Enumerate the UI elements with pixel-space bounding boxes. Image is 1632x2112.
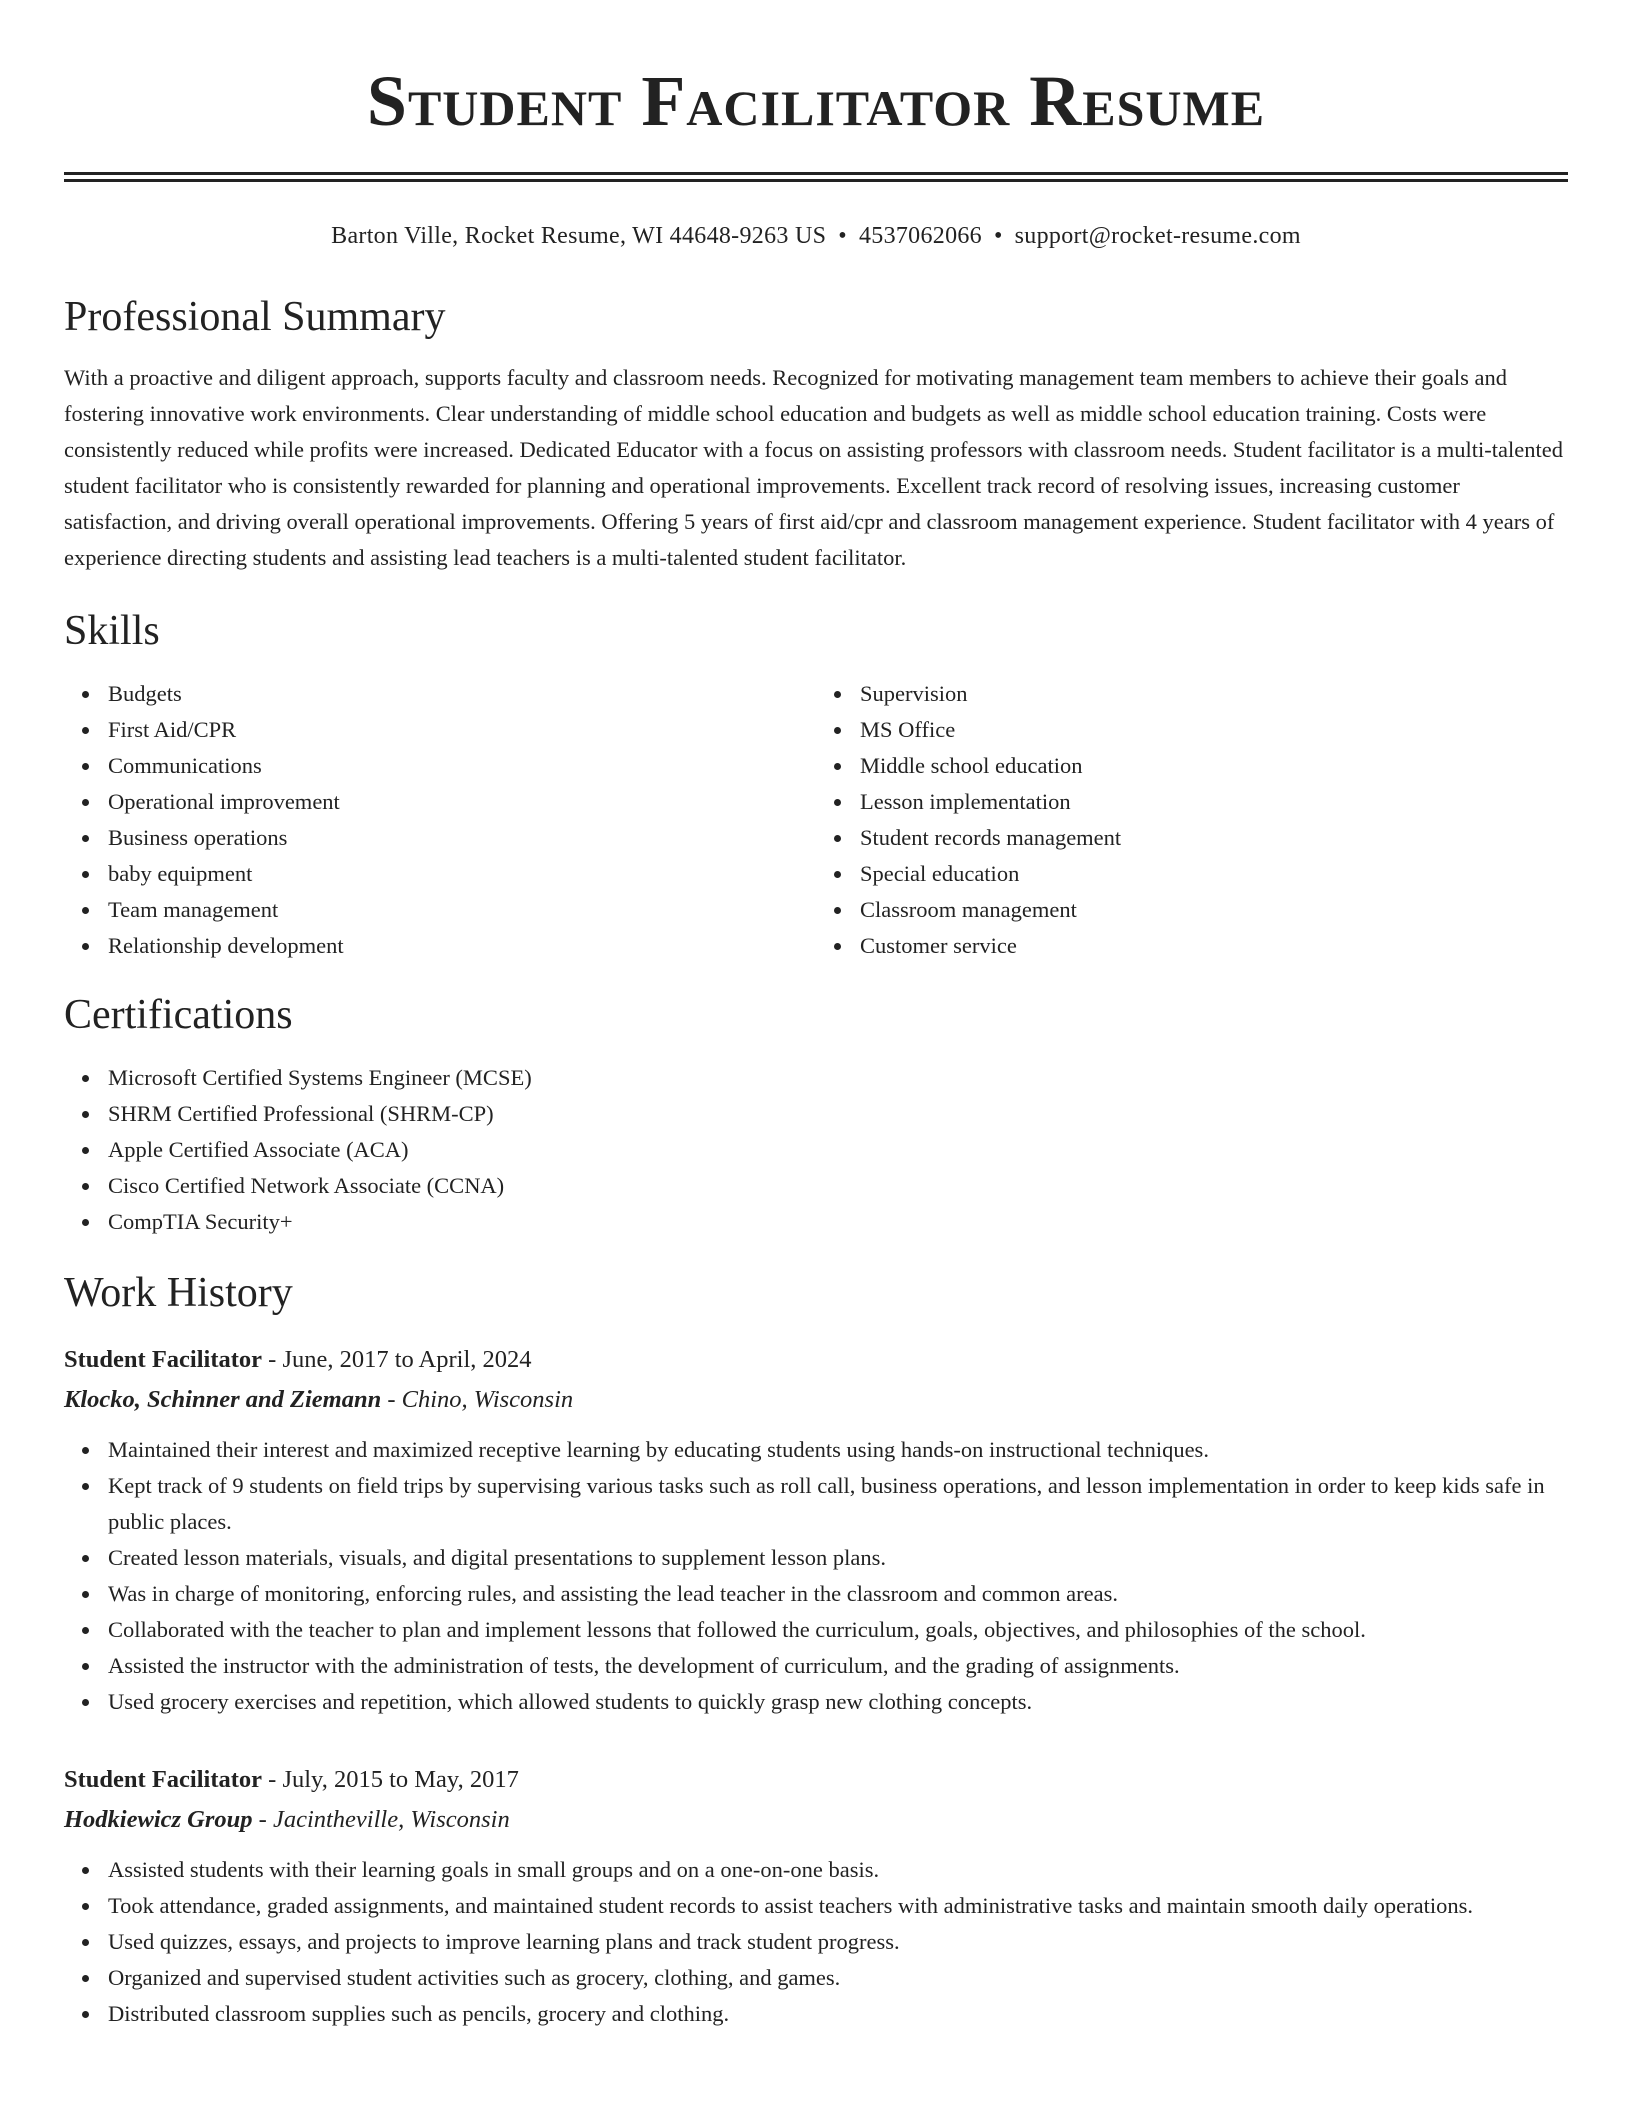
job-duties-list (64, 1432, 1568, 1720)
contact-line (64, 220, 1568, 252)
job-duty-item: Kept track of 9 students on field trips by supervising various tasks such as roll call, business operations, and lesson implementation in order to keep kids safe in public places. (108, 1468, 1568, 1540)
skill-item: Customer service (860, 928, 1568, 964)
certification-item: CompTIA Security+ (108, 1204, 1568, 1240)
job-duty-item: Maintained their interest and maximized receptive learning by educating students using hands-on instructional techniques. (108, 1432, 1568, 1468)
job-duty-item: Collaborated with the teacher to plan and implement lessons that followed the curriculum, goals, objectives, and philosophies of the school. (108, 1612, 1568, 1648)
job-title: Student Facilitator (64, 1346, 263, 1373)
certification-item: Apple Certified Associate (ACA) (108, 1132, 1568, 1168)
contact-address: Barton Ville, Rocket Resume, WI 44648-9263 US (331, 223, 827, 249)
job-dates: - June, 2017 to April, 2024 (262, 1346, 532, 1373)
certification-item: SHRM Certified Professional (SHRM-CP) (108, 1096, 1568, 1132)
certifications-heading: Certifications (64, 992, 293, 1038)
skill-item: Lesson implementation (860, 784, 1568, 820)
certification-item: Microsoft Certified Systems Engineer (MCSE) (108, 1060, 1568, 1096)
resume-title: Student Facilitator Resume (366, 61, 1266, 141)
job-title-line (64, 1760, 1568, 1800)
skill-item: baby equipment (108, 856, 816, 892)
company-name: Hodkiewicz Group (64, 1806, 253, 1833)
contact-email: support@rocket-resume.com (1014, 223, 1301, 249)
company-line (64, 1380, 1568, 1420)
company-location: - Jacintheville, Wisconsin (252, 1806, 510, 1833)
title-divider (64, 172, 1568, 182)
company-location: - Chino, Wisconsin (381, 1386, 574, 1413)
summary-heading: Professional Summary (64, 294, 446, 340)
job-duty-item: Created lesson materials, visuals, and digital presentations to supplement lesson plans. (108, 1540, 1568, 1576)
skill-item: Business operations (108, 820, 816, 856)
skills-columns (64, 676, 1568, 964)
work-history-heading: Work History (64, 1270, 293, 1316)
skill-item: Relationship development (108, 928, 816, 964)
job-duty-item: Assisted the instructor with the administration of tests, the development of curriculum, and the grading of assignments. (108, 1648, 1568, 1684)
skill-item: Team management (108, 892, 816, 928)
skill-item: Classroom management (860, 892, 1568, 928)
skill-item: First Aid/CPR (108, 712, 816, 748)
skill-item: Special education (860, 856, 1568, 892)
job-duty-item: Distributed classroom supplies such as pencils, grocery and clothing. (108, 1996, 1568, 2032)
skills-heading: Skills (64, 608, 160, 654)
skills-list-left (64, 676, 816, 964)
job-duty-item: Assisted students with their learning goals in small groups and on a one-on-one basis. (108, 1852, 1568, 1888)
skill-item: Budgets (108, 676, 816, 712)
job-duties-list (64, 1852, 1568, 2032)
skills-list-right (816, 676, 1568, 964)
job-entry (64, 1760, 1568, 2032)
company-line (64, 1800, 1568, 1840)
skill-item: Operational improvement (108, 784, 816, 820)
job-duty-item: Organized and supervised student activities such as grocery, clothing, and games. (108, 1960, 1568, 1996)
job-title: Student Facilitator (64, 1766, 263, 1793)
skill-item: Student records management (860, 820, 1568, 856)
job-entry (64, 1340, 1568, 1720)
certification-item: Cisco Certified Network Associate (CCNA) (108, 1168, 1568, 1204)
job-title-line (64, 1340, 1568, 1380)
contact-separator: • (993, 223, 1003, 249)
contact-separator: • (838, 223, 847, 249)
skill-item: MS Office (860, 712, 1568, 748)
skill-item: Middle school education (860, 748, 1568, 784)
skill-item: Supervision (860, 676, 1568, 712)
certifications-list (64, 1060, 1568, 1240)
skill-item: Communications (108, 748, 816, 784)
job-duty-item: Used quizzes, essays, and projects to improve learning plans and track student progress. (108, 1924, 1568, 1960)
summary-text: With a proactive and diligent approach, supports faculty and classroom needs. Recognized for motivating management team members to achieve their goals and fostering innovative work environments. Clear understanding of middle school education and budgets as well as middle school education training. Costs were consistently reduced while profits were increased. Dedicated Educator with a focus on assisting professors with classroom needs. Student facilitator is a multi-talented student facilitator who is consistently rewarded for planning and operational improvements. Excellent track record of resolving issues, increasing customer satisfaction, and driving overall operational improvements. Offering 5 years of first aid/cpr and classroom management experience. Student facilitator with 4 years of experience directing students and assisting lead teachers is a multi-talented student facilitator. (64, 365, 1563, 570)
contact-phone: 4537062066 (858, 223, 982, 249)
job-duty-item: Was in charge of monitoring, enforcing rules, and assisting the lead teacher in the classroom and common areas. (108, 1576, 1568, 1612)
job-duty-item: Used grocery exercises and repetition, which allowed students to quickly grasp new clothing concepts. (108, 1684, 1568, 1720)
job-duty-item: Took attendance, graded assignments, and maintained student records to assist teachers with administrative tasks and maintain smooth daily operations. (108, 1888, 1568, 1924)
job-dates: - July, 2015 to May, 2017 (262, 1766, 519, 1793)
company-name: Klocko, Schinner and Ziemann (64, 1386, 382, 1413)
